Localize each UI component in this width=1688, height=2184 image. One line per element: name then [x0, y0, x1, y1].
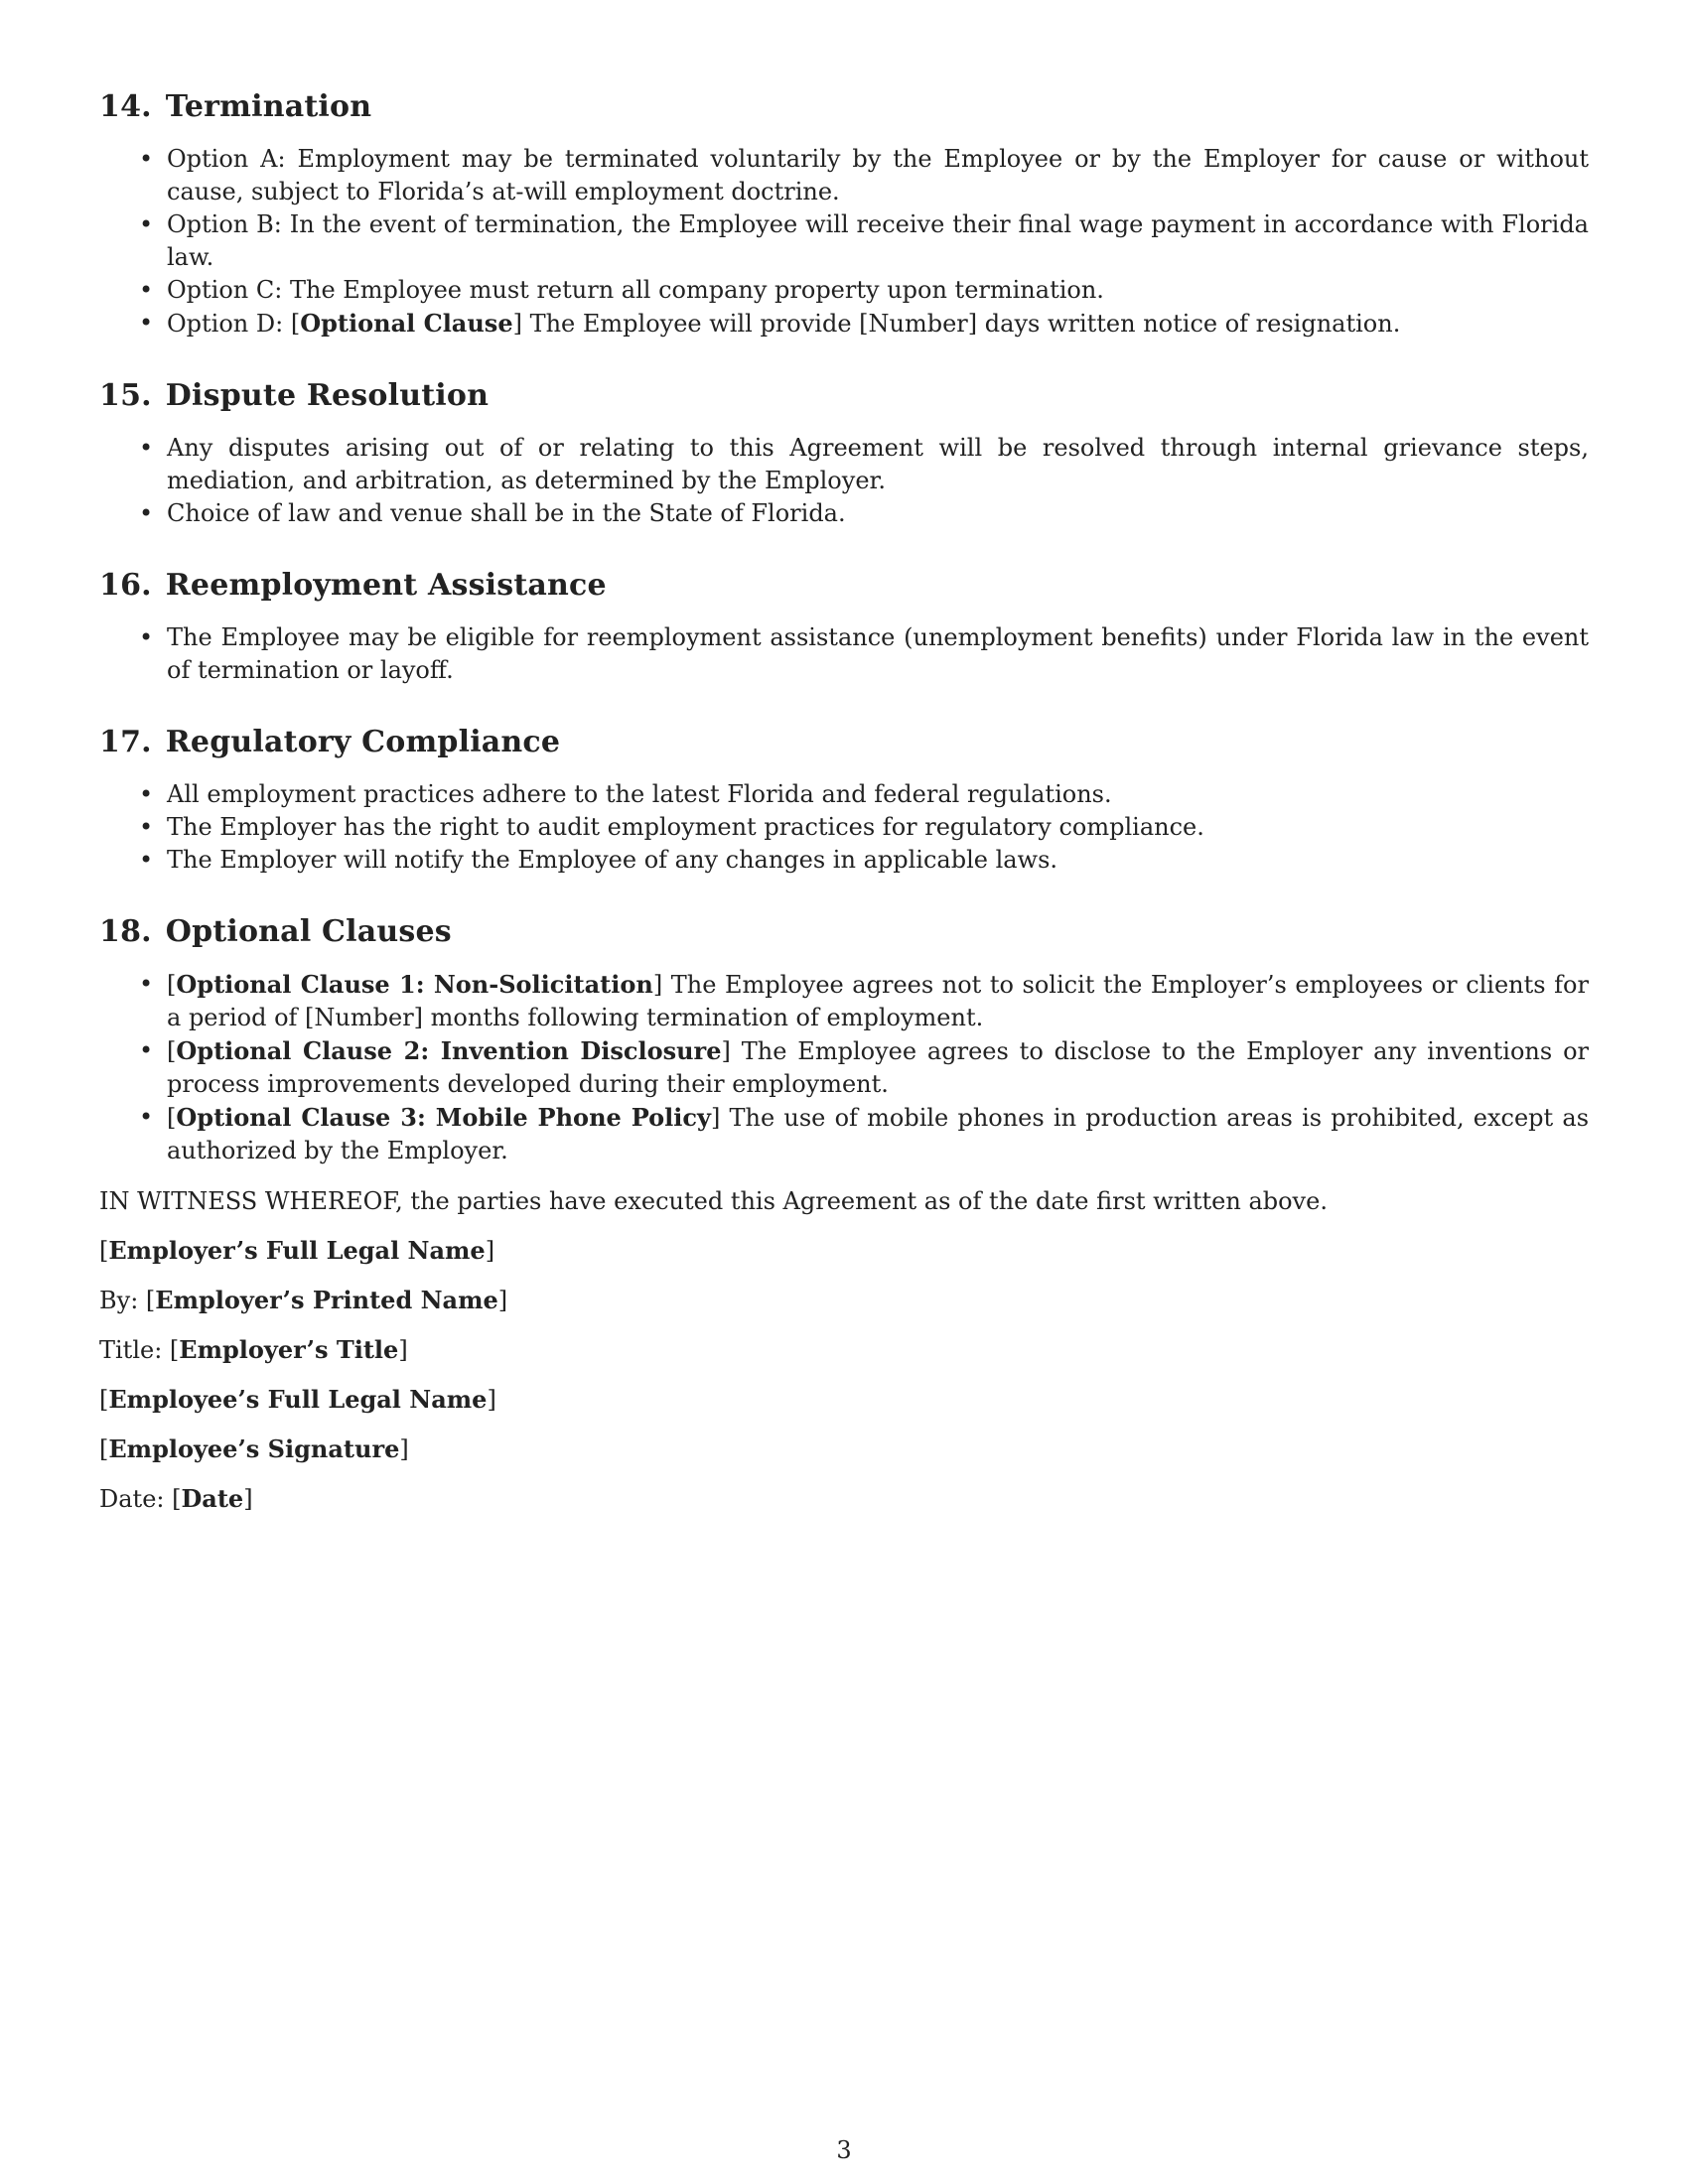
- item-bold: Optional Clause 2: Invention Disclosure: [176, 1036, 722, 1065]
- section-number: 17.: [99, 725, 152, 759]
- section-optional-clauses: [99, 914, 1589, 1167]
- sig-placeholder: Employer’s Printed Name: [155, 1286, 498, 1314]
- item-bold: Optional Clause 1: Non-Solicitation: [176, 970, 653, 999]
- section-heading: [99, 568, 1589, 604]
- bullet-list: [99, 968, 1589, 1167]
- list-item: [167, 143, 1589, 208]
- sig-placeholder: Date: [181, 1484, 244, 1513]
- sig-prefix: Title: [: [99, 1336, 180, 1364]
- bullet-list: [99, 778, 1589, 877]
- employer-title-line: [99, 1333, 1589, 1367]
- item-text: The Employee must return all company property upon termination.: [289, 276, 1104, 304]
- sig-prefix: [: [99, 1386, 109, 1414]
- bullet-list: [99, 432, 1589, 530]
- list-item: [167, 274, 1589, 307]
- sig-suffix: ]: [485, 1237, 495, 1265]
- item-text: ] The Employee agrees to disclose to the Employer any inventions or process improvements developed during their employment.: [167, 1037, 1589, 1098]
- list-item: • The Employer will notify the Employee of any changes in applicable laws.: [167, 844, 1589, 877]
- section-dispute-resolution: [99, 378, 1589, 530]
- list-item: [167, 208, 1589, 274]
- item-prefix: [: [167, 971, 177, 999]
- item-text: Employment may be terminated voluntarily by the Employee or by the Employer for cause or without cause, subject to Florida’s at-will employment doctrine.: [167, 145, 1589, 205]
- sig-prefix: [: [99, 1435, 109, 1463]
- employer-printed-name-line: [99, 1284, 1589, 1317]
- item-prefix: [: [167, 1037, 177, 1065]
- bullet-list: [99, 621, 1589, 687]
- section-heading: [99, 725, 1589, 760]
- sig-placeholder: Employee’s Signature: [108, 1434, 400, 1463]
- list-item: • The Employer has the right to audit employment practices for regulatory compliance.: [167, 811, 1589, 844]
- bullet-list: [99, 143, 1589, 341]
- sig-suffix: ]: [487, 1386, 496, 1414]
- employee-signature-line: [99, 1433, 1589, 1466]
- section-regulatory-compliance: [99, 725, 1589, 877]
- list-item: [167, 968, 1589, 1034]
- section-title: Reemployment Assistance: [165, 568, 607, 603]
- employee-legal-name-line: [99, 1383, 1589, 1417]
- sig-placeholder: Employee’s Full Legal Name: [108, 1385, 488, 1414]
- list-item: • All employment practices adhere to the latest Florida and federal regulations.: [167, 778, 1589, 811]
- section-termination: [99, 89, 1589, 341]
- date-line: [99, 1482, 1589, 1516]
- section-title: Optional Clauses: [165, 914, 452, 949]
- section-reemployment-assistance: [99, 568, 1589, 687]
- section-heading: [99, 378, 1589, 414]
- witness-statement: IN WITNESS WHEREOF, the parties have executed this Agreement as of the date first written above.: [99, 1187, 1328, 1215]
- section-heading: [99, 914, 1589, 950]
- sig-prefix: Date: [: [99, 1485, 182, 1513]
- item-prefix: Option D: [: [167, 310, 301, 338]
- sig-suffix: ]: [399, 1435, 409, 1463]
- item-bold: Optional Clause: [300, 309, 513, 338]
- sig-prefix: [: [99, 1237, 109, 1265]
- employer-legal-name-line: [99, 1234, 1589, 1268]
- list-item: [167, 307, 1589, 341]
- sig-placeholder: Employer’s Full Legal Name: [108, 1236, 486, 1265]
- section-title: Regulatory Compliance: [165, 725, 561, 759]
- list-item: • Choice of law and venue shall be in the State of Florida.: [167, 497, 1589, 530]
- sig-prefix: By: [: [99, 1287, 156, 1314]
- section-title: Dispute Resolution: [165, 378, 490, 413]
- section-number: 15.: [99, 378, 152, 413]
- section-heading: [99, 89, 1589, 125]
- sig-suffix: ]: [398, 1336, 408, 1364]
- list-item: [167, 1034, 1589, 1101]
- item-text: ] The use of mobile phones in production areas is prohibited, except as authorized by the Employer.: [167, 1104, 1590, 1164]
- item-text: In the event of termination, the Employee will receive their final wage payment in accordance with Florida law.: [167, 210, 1589, 271]
- item-prefix: Option C:: [167, 276, 290, 304]
- list-item: • Any disputes arising out of or relating to this Agreement will be resolved through internal grievance steps, mediation, and arbitration, as determined by the Employer.: [167, 432, 1589, 497]
- list-item: • The Employee may be eligible for reemployment assistance (unemployment benefits) under Florida law in the event of termination or layoff.: [167, 621, 1589, 687]
- item-text: ] The Employee agrees not to solicit the Employer’s employees or clients for a period of [Number] months following termination of employment.: [167, 971, 1589, 1031]
- page-number: 3: [836, 2136, 852, 2164]
- item-prefix: [: [167, 1104, 177, 1132]
- sig-suffix: ]: [243, 1485, 253, 1513]
- item-prefix: Option A:: [167, 145, 298, 173]
- section-number: 16.: [99, 568, 152, 603]
- signature-block: [99, 1234, 1589, 1516]
- item-prefix: Option B:: [167, 210, 290, 238]
- section-number: 14.: [99, 89, 152, 124]
- item-bold: Optional Clause 3: Mobile Phone Policy: [176, 1103, 711, 1132]
- document-page: [99, 89, 1589, 1532]
- section-number: 18.: [99, 914, 152, 949]
- list-item: [167, 1101, 1589, 1167]
- item-text: ] The Employee will provide [Number] days written notice of resignation.: [512, 310, 1401, 338]
- sig-suffix: ]: [497, 1287, 508, 1314]
- sig-placeholder: Employer’s Title: [179, 1335, 399, 1364]
- section-title: Termination: [165, 89, 372, 124]
